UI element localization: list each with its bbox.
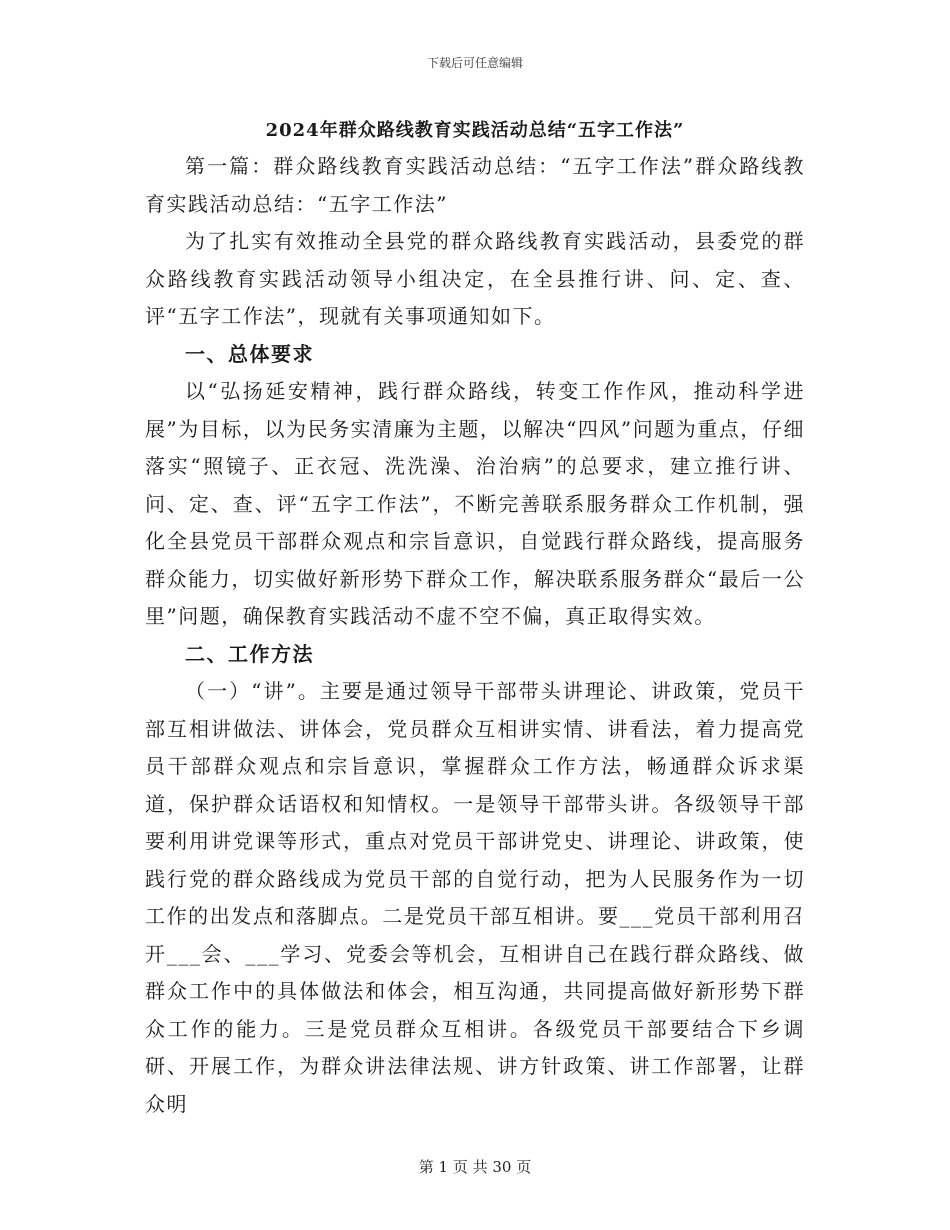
section-heading-general-requirements: 一、总体要求 [185,341,314,366]
paragraph-general-requirements: 以“弘扬延安精神，践行群众路线，转变工作作风，推动科学进展”为目标，以为民务实清廉为主题，以解决“四风”问题为重点，仔细落实“照镜子、正衣冠、洗洗澡、治治病”的总要求，建立推行讲、问、定、查、评“五字工作法”，不断完善联系服务群众工作机制，强化全县党员干部群众观点和宗旨意识，自觉践行群众路线，提高服务群众能力，切实做好新形势下群众工作，解决联系服务群众“最后一公里”问题，确保教育实践活动不虚不空不偏，真正取得实效。 [145,379,805,628]
section-heading-work-methods: 二、工作方法 [185,641,314,666]
document-body [145,148,805,1123]
paragraph-method-speak: （一）“讲”。主要是通过领导干部带头讲理论、讲政策，党员干部互相讲做法、讲体会，党员群众互相讲实情、讲看法，着力提高党员干部群众观点和宗旨意识，掌握群众工作方法，畅通群众诉求渠道，保护群众话语权和知情权。一是领导干部带头讲。各级领导干部要利用讲党课等形式，重点对党员干部讲党史、讲理论、讲政策，使践行党的群众路线成为党员干部的自觉行动，把为人民服务作为一切工作的出发点和落脚点。二是党员干部互相讲。要___党员干部利用召开___会、___学习、党委会等机会，互相讲自己在践行群众路线、做群众工作中的具体做法和体会，相互沟通，共同提高做好新形势下群众工作的能力。三是党员群众互相讲。各级党员干部要结合下乡调研、开展工作，为群众讲法律法规、讲方针政策、讲工作部署，让群众明 [145,679,805,1116]
paragraph-chapter-heading: 第一篇：群众路线教育实践活动总结：“五字工作法”群众路线教育实践活动总结：“五字工作法” [145,154,805,216]
page-footer: 第 1 页 共 30 页 [418,1158,532,1176]
page-header-note: 下载后可任意编辑 [426,56,523,70]
paragraph-intro: 为了扎实有效推动全县党的群众路线教育实践活动，县委党的群众路线教育实践活动领导小组决定，在全县推行讲、问、定、查、评“五字工作法”，现就有关事项通知如下。 [145,229,805,328]
document-title: 2024年群众路线教育实践活动总结“五字工作法” [265,120,685,141]
